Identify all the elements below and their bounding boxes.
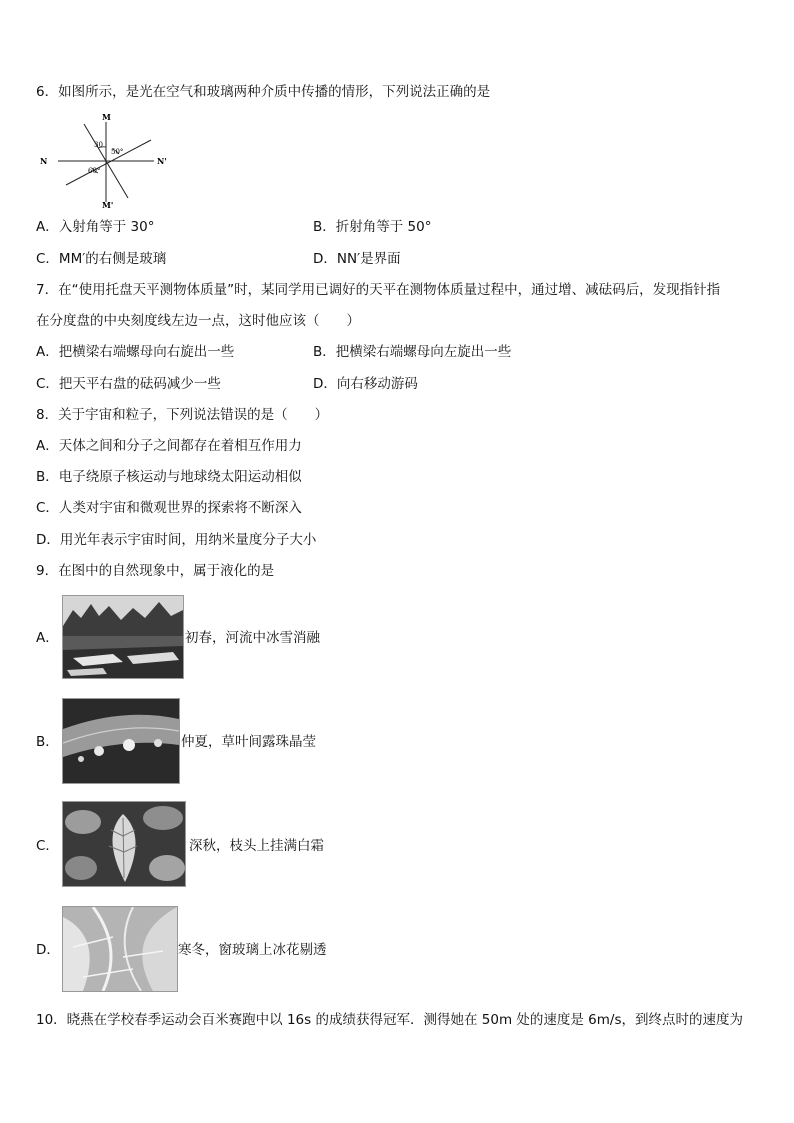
angle-50-label: 50° [111,148,124,156]
q7-option-d: D．向右移动游码 [313,376,418,392]
label-M: M [102,112,111,122]
q8-option-a: A．天体之间和分子之间都存在着相互作用力 [36,438,302,454]
q7-option-b: B．把横梁右端螺母向左旋出一些 [313,344,512,360]
q9-option-b-caption: 仲夏，草叶间露珠晶莹 [181,734,316,750]
q7-stem-line1: 7．在“使用托盘天平测物体质量”时，某同学用已调好的天平在测物体质量过程中，通过增、减砝码后，发现指针指 [36,282,721,298]
label-M-prime: M' [102,200,114,208]
q8-option-c: C．人类对宇宙和微观世界的探索将不断深入 [36,500,302,516]
q9-option-c-label: C． [36,838,59,854]
frost-leaf-photo [62,801,186,887]
dew-leaf-photo [62,698,180,784]
q8-option-b: B．电子绕原子核运动与地球绕太阳运动相似 [36,469,302,485]
label-N-prime: N' [157,156,167,166]
river-ice-photo [62,595,184,679]
q9-option-a-label: A． [36,630,59,646]
angle-30-label: 30 [94,141,103,149]
q7-option-a: A．把横梁右端螺母向右旋出一些 [36,344,235,360]
q7-stem-line2: 在分度盘的中央刻度线左边一点，这时他应该（ ） [36,313,360,329]
refraction-diagram [36,112,186,208]
q6-option-d: D．NN′是界面 [313,251,401,267]
q8-stem: 8．关于宇宙和粒子，下列说法错误的是（ ） [36,407,329,423]
q10-stem: 10．晓燕在学校春季运动会百米赛跑中以 16s 的成绩获得冠军．测得她在 50m 处的速度是 6m/s，到终点时的速度为 [36,1012,743,1028]
angle-60-label: 60° [88,167,101,175]
q6-option-b: B．折射角等于 50° [313,219,432,235]
q9-option-d-label: D． [36,942,60,958]
q9-option-d-caption: 寒冬，窗玻璃上冰花剔透 [178,942,327,958]
q9-stem: 9．在图中的自然现象中，属于液化的是 [36,563,275,579]
q6-option-c: C．MM′的右侧是玻璃 [36,251,167,267]
q6-option-a: A．入射角等于 30° [36,219,155,235]
q6-stem: 6．如图所示，是光在空气和玻璃两种介质中传播的情形，下列说法正确的是 [36,84,491,100]
q9-option-b-label: B． [36,734,59,750]
window-frost-photo [62,906,178,992]
q8-option-d: D．用光年表示宇宙时间，用纳米量度分子大小 [36,532,317,548]
label-N: N [40,156,48,166]
q7-option-c: C．把天平右盘的砝码减少一些 [36,376,221,392]
q9-option-a-caption: 初春，河流中冰雪消融 [185,630,320,646]
q9-option-c-caption: 深秋，枝头上挂满白霜 [189,838,324,854]
